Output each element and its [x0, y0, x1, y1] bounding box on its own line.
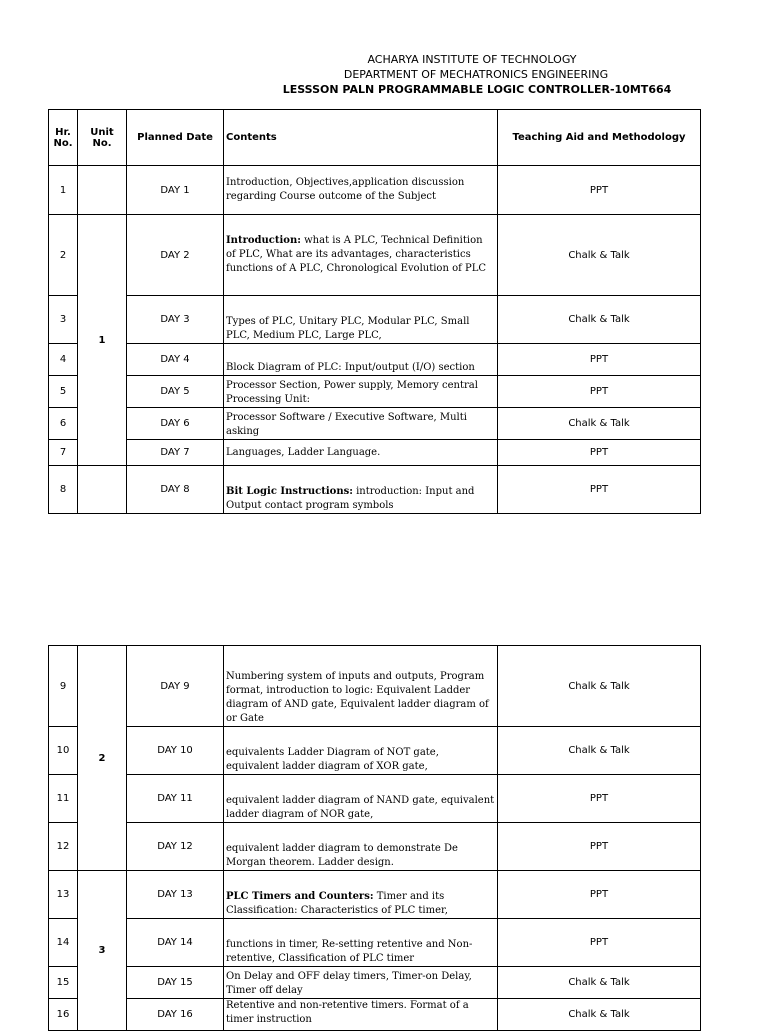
table-row: [49, 727, 701, 775]
contents-cell: Languages, Ladder Language.: [224, 440, 498, 466]
date-cell: DAY 2: [127, 215, 224, 296]
contents-cell: Bit Logic Instructions: introduction: Input and Output contact program symbols: [224, 466, 498, 514]
lesson-plan-table-2: [48, 645, 701, 1031]
aid-cell: Chalk & Talk: [498, 215, 701, 296]
contents-cell: Introduction, Objectives,application discussion regarding Course outcome of the Subject: [224, 166, 498, 215]
institute-name: ACHARYA INSTITUTE OF TECHNOLOGY: [367, 53, 577, 66]
contents-cell: Processor Section, Power supply, Memory central Processing Unit:: [224, 376, 498, 408]
date-cell: DAY 6: [127, 408, 224, 440]
hr-cell: 16: [49, 999, 78, 1031]
col-planned-date: Planned Date: [127, 110, 224, 166]
contents-cell: functions in timer, Re-setting retentive and Non-retentive, Classification of PLC timer: [224, 919, 498, 967]
aid-cell: PPT: [498, 823, 701, 871]
table-row: [49, 999, 701, 1031]
table-row: [49, 296, 701, 344]
unit-cell: [78, 466, 127, 514]
table-row: [49, 376, 701, 408]
aid-cell: Chalk & Talk: [498, 727, 701, 775]
hr-cell: 10: [49, 727, 78, 775]
contents-cell: Block Diagram of PLC: Input/output (I/O) section: [224, 344, 498, 376]
hr-cell: 5: [49, 376, 78, 408]
table-row: [49, 646, 701, 727]
table-row: [49, 440, 701, 466]
unit-cell: 1: [78, 215, 127, 466]
hr-cell: 9: [49, 646, 78, 727]
hr-cell: 11: [49, 775, 78, 823]
contents-cell: Introduction: what is A PLC, Technical Definition of PLC, What are its advantages, characteristics functions of A PLC, Chronological Evolution of PLC: [224, 215, 498, 296]
date-cell: DAY 16: [127, 999, 224, 1031]
contents-cell: equivalent ladder diagram to demonstrate De Morgan theorem. Ladder design.: [224, 823, 498, 871]
department-name: DEPARTMENT OF MECHATRONICS ENGINEERING: [343, 68, 609, 81]
hr-cell: 8: [49, 466, 78, 514]
table-header-row: [49, 110, 701, 166]
date-cell: DAY 14: [127, 919, 224, 967]
contents-cell: Numbering system of inputs and outputs, Program format, introduction to logic: Equivalent Ladder diagram of AND gate, Equivalent ladder diagram of or Gate: [224, 646, 498, 727]
aid-cell: PPT: [498, 344, 701, 376]
date-cell: DAY 4: [127, 344, 224, 376]
contents-cell: On Delay and OFF delay timers, Timer-on Delay, Timer off delay: [224, 967, 498, 999]
contents-cell: Types of PLC, Unitary PLC, Modular PLC, Small PLC, Medium PLC, Large PLC,: [224, 296, 498, 344]
table-row: [49, 967, 701, 999]
table-row: [49, 344, 701, 376]
table-row: [49, 871, 701, 919]
contents-cell: PLC Timers and Counters: Timer and its Classification: Characteristics of PLC timer,: [224, 871, 498, 919]
table-row: [49, 775, 701, 823]
date-cell: DAY 7: [127, 440, 224, 466]
contents-cell: Processor Software / Executive Software, Multi asking: [224, 408, 498, 440]
date-cell: DAY 12: [127, 823, 224, 871]
table-row: [49, 166, 701, 215]
aid-cell: Chalk & Talk: [498, 967, 701, 999]
aid-cell: PPT: [498, 466, 701, 514]
col-hr-no: Hr. No.: [49, 110, 78, 166]
table-row: [49, 215, 701, 296]
date-cell: DAY 15: [127, 967, 224, 999]
date-cell: DAY 5: [127, 376, 224, 408]
aid-cell: Chalk & Talk: [498, 646, 701, 727]
table-row: [49, 408, 701, 440]
date-cell: DAY 3: [127, 296, 224, 344]
aid-cell: Chalk & Talk: [498, 408, 701, 440]
date-cell: DAY 1: [127, 166, 224, 215]
contents-cell: equivalents Ladder Diagram of NOT gate, equivalent ladder diagram of XOR gate,: [224, 727, 498, 775]
aid-cell: PPT: [498, 919, 701, 967]
col-contents: Contents: [224, 110, 498, 166]
table-row: [49, 466, 701, 514]
contents-cell: equivalent ladder diagram of NAND gate, equivalent ladder diagram of NOR gate,: [224, 775, 498, 823]
table-row: [49, 919, 701, 967]
contents-cell: Retentive and non-retentive timers. Format of a timer instruction: [224, 999, 498, 1031]
aid-cell: PPT: [498, 166, 701, 215]
aid-cell: PPT: [498, 440, 701, 466]
hr-cell: 3: [49, 296, 78, 344]
hr-cell: 14: [49, 919, 78, 967]
hr-cell: 2: [49, 215, 78, 296]
col-unit-no: Unit No.: [78, 110, 127, 166]
hr-cell: 4: [49, 344, 78, 376]
date-cell: DAY 9: [127, 646, 224, 727]
col-teaching-aid: Teaching Aid and Methodology: [498, 110, 701, 166]
hr-cell: 7: [49, 440, 78, 466]
lesson-plan-title: LESSSON PALN PROGRAMMABLE LOGIC CONTROLLER-10MT664: [282, 83, 672, 96]
aid-cell: PPT: [498, 775, 701, 823]
hr-cell: 13: [49, 871, 78, 919]
unit-cell: 3: [78, 871, 127, 1031]
hr-cell: 12: [49, 823, 78, 871]
date-cell: DAY 8: [127, 466, 224, 514]
date-cell: DAY 10: [127, 727, 224, 775]
unit-cell: [78, 166, 127, 215]
lesson-plan-table-1: [48, 109, 701, 514]
hr-cell: 6: [49, 408, 78, 440]
aid-cell: Chalk & Talk: [498, 296, 701, 344]
hr-cell: 15: [49, 967, 78, 999]
table-row: [49, 823, 701, 871]
date-cell: DAY 11: [127, 775, 224, 823]
unit-cell: 2: [78, 646, 127, 871]
hr-cell: 1: [49, 166, 78, 215]
date-cell: DAY 13: [127, 871, 224, 919]
aid-cell: Chalk & Talk: [498, 999, 701, 1031]
aid-cell: PPT: [498, 871, 701, 919]
aid-cell: PPT: [498, 376, 701, 408]
